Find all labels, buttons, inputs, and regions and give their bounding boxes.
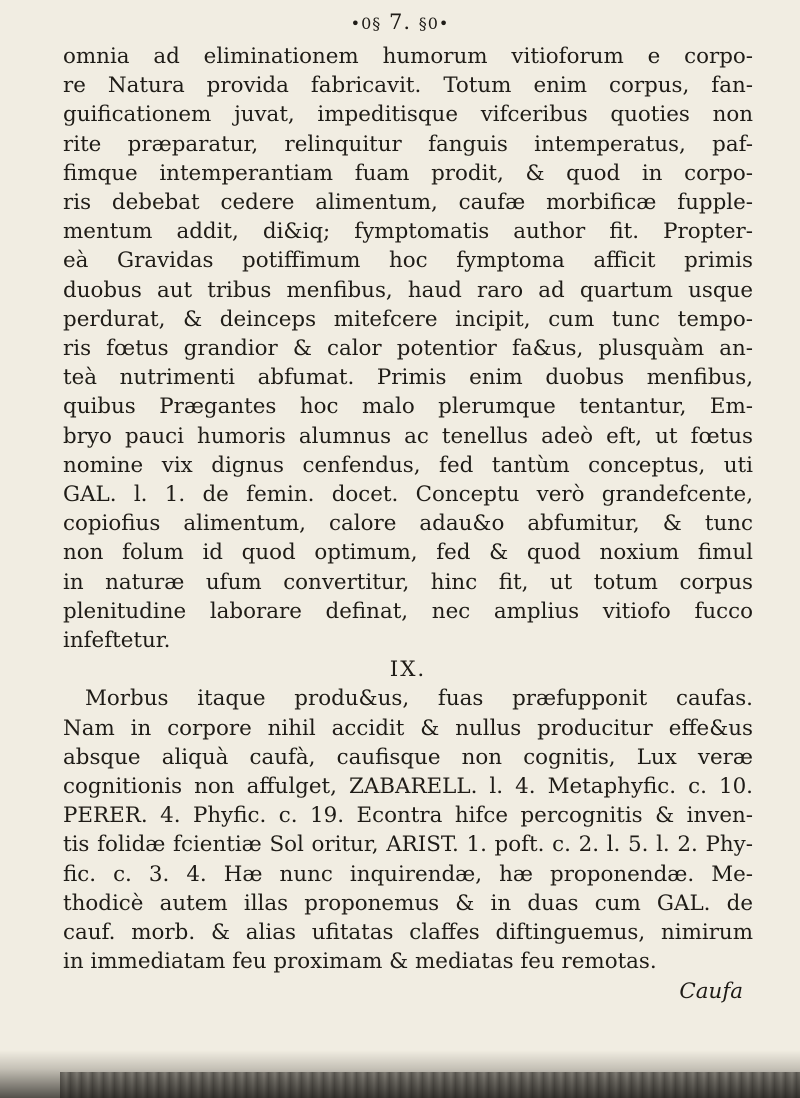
text-line: fimque intemperantiam fuam prodit, & quod in corpo- bbox=[63, 160, 753, 186]
text-line: mentum addit, di&iq; fymptomatis author fit. Propter- bbox=[63, 219, 753, 245]
text-line: bryo pauci humoris alumnus ac tenellus adeò eft, ut fœtus bbox=[63, 423, 753, 449]
text-line: infeftetur. bbox=[63, 628, 171, 654]
body-text bbox=[63, 42, 753, 1006]
section-number: IX. bbox=[389, 657, 427, 683]
text-line: perdurat, & deinceps mitefcere incipit, cum tunc tempo- bbox=[63, 306, 753, 332]
page-edge-strip bbox=[60, 1072, 800, 1098]
text-line: omnia ad eliminationem humorum vitioforum e corpo- bbox=[63, 44, 753, 69]
text-line: cognitionis non affulget, ZABARELL. l. 4. Metaphyfic. c. 10. bbox=[63, 774, 753, 800]
text-line: fic. c. 3. 4. Hæ nunc inquirendæ, hæ proponendæ. Me- bbox=[63, 861, 753, 887]
text-line: PERER. 4. Phyfic. c. 19. Econtra hifce percognitis & inven- bbox=[63, 803, 753, 829]
text-line: in naturæ ufum convertitur, hinc fit, ut totum corpus bbox=[63, 569, 753, 595]
text-line: plenitudine laborare definat, nec amplius vitiofo fucco bbox=[63, 598, 753, 624]
left-ornament: •0§ bbox=[350, 14, 382, 33]
text-line: Nam in corpore nihil accidit & nullus producitur effe&us bbox=[63, 715, 753, 741]
text-line: rite præparatur, relinquitur fanguis intemperatus, paf- bbox=[63, 131, 753, 157]
paragraph-1 bbox=[63, 42, 753, 655]
text-line: in immediatam feu proximam & mediatas feu remotas. bbox=[63, 949, 657, 975]
text-line: duobus aut tribus menfibus, haud raro ad quartum usque bbox=[63, 277, 753, 303]
text-line: thodicè autem illas proponemus & in duas cum GAL. de bbox=[63, 890, 753, 916]
text-line: eà Gravidas potiffimum hoc fymptoma afficit primis bbox=[63, 248, 753, 274]
text-line: copiofius alimentum, calore adau&o abfumitur, & tunc bbox=[63, 511, 753, 537]
text-line: re Natura provida fabricavit. Totum enim corpus, fan- bbox=[63, 73, 753, 99]
text-line: ris debebat cedere alimentum, caufæ morbificæ fupple- bbox=[63, 190, 753, 216]
text-line: teà nutrimenti abfumat. Primis enim duobus menfibus, bbox=[63, 365, 753, 391]
text-line: guificationem juvat, impeditisque vifceribus quoties non bbox=[63, 102, 753, 128]
text-line: nomine vix dignus cenfendus, fed tantùm conceptus, uti bbox=[63, 452, 753, 478]
page-header bbox=[0, 10, 800, 34]
text-line: GAL. l. 1. de femin. docet. Conceptu verò grandefcente, bbox=[63, 482, 753, 508]
text-line: absque aliquà caufà, caufisque non cognitis, Lux veræ bbox=[63, 744, 753, 770]
paragraph-2 bbox=[63, 684, 753, 976]
text-line: non folum id quod optimum, fed & quod noxium fimul bbox=[63, 540, 753, 566]
text-line: Morbus itaque produ&us, fuas præfupponit caufas. bbox=[85, 686, 753, 712]
text-line: ris fœtus grandior & calor potentior fa&us, plusquàm an- bbox=[63, 336, 753, 362]
text-line: cauf. morb. & alias ufitatas claffes diftinguemus, nimirum bbox=[63, 920, 753, 946]
catchword: Caufa bbox=[679, 978, 743, 1004]
right-ornament: §0• bbox=[418, 14, 450, 33]
text-line: tis folidæ fcientiæ Sol oritur, ARIST. 1. poft. c. 2. l. 5. l. 2. Phy- bbox=[63, 832, 753, 858]
text-line: quibus Prægantes hoc malo plerumque tentantur, Em- bbox=[63, 394, 753, 420]
page-number: 7. bbox=[388, 10, 412, 34]
